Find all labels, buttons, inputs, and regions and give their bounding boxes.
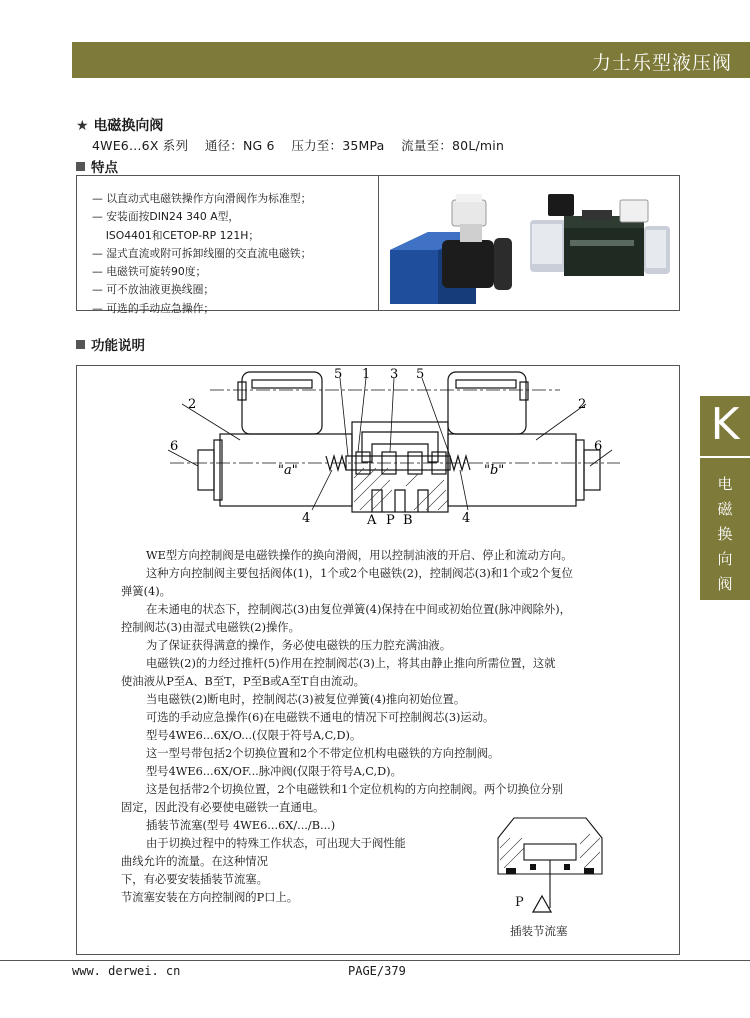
- paragraph: 由于切换过程中的特殊工作状态，可出现大于阀性能: [146, 837, 406, 850]
- footer-divider: [0, 960, 750, 961]
- category-letter: K: [710, 399, 740, 450]
- paragraph: 在未通电的状态下，控制阀芯(3)由复位弹簧(4)保持在中间或初始位置(脉冲阀除外)，: [146, 603, 571, 616]
- paragraph: 节流塞安装在方向控制阀的P口上。: [121, 891, 299, 904]
- paragraph: 弹簧(4)。: [121, 585, 171, 598]
- paragraph: 当电磁铁(2)断电时，控制阀芯(3)被复位弹簧(4)推向初始位置。: [146, 693, 466, 706]
- label-1: 1: [362, 367, 371, 382]
- paragraph: 下，有必要安装插装节流塞。: [121, 873, 268, 886]
- throttle-port-label: P: [515, 895, 524, 910]
- list-item: — 安装面按DIN24 340 A型，: [92, 210, 240, 224]
- page-number: PAGE/379: [348, 964, 406, 978]
- features-heading: 特点: [76, 156, 118, 176]
- paragraph: 使油液从P至A、B至T，P至B或A至T自由流动。: [121, 675, 365, 688]
- list-item: — 湿式直流或附可拆卸线圈的交直流电磁铁；: [92, 246, 312, 260]
- label-2-left: 2: [188, 397, 197, 412]
- list-item: — 可不放油液更换线圈；: [92, 283, 215, 297]
- paragraph: 型号4WE6...6X/OF...脉冲阀(仅限于符号A,C,D)。: [146, 765, 402, 778]
- category-label: 电 磁 换 向 阀: [717, 475, 733, 593]
- square-bullet-icon: [76, 162, 85, 171]
- star-icon: ★: [76, 118, 89, 134]
- label-5-right: 5: [416, 367, 425, 382]
- product-title: ★ 电磁换向阀: [76, 118, 164, 134]
- label-b: "b": [484, 463, 505, 478]
- list-item: — 可选的手动应急操作；: [92, 301, 215, 315]
- brand-title: 力士乐型液压阀: [591, 52, 732, 74]
- triangle-port-icon: [532, 894, 552, 914]
- paragraph: 这是包括带2个切换位置，2个电磁铁和1个定位机构的方向控制阀。两个切换位分别: [146, 783, 563, 796]
- port-p-label: P: [386, 513, 395, 528]
- list-item: — 电磁铁可旋转90度；: [92, 265, 207, 279]
- footer-url[interactable]: www. derwei. cn: [72, 964, 181, 978]
- paragraph: 为了保证获得满意的操作，务必使电磁铁的压力腔充满油液。: [146, 639, 452, 652]
- label-5-left: 5: [334, 367, 343, 382]
- features-divider: [378, 175, 379, 311]
- paragraph: 可选的手动应急操作(6)在电磁铁不通电的情况下可控制阀芯(3)运动。: [146, 711, 495, 724]
- list-item: — 以直动式电磁铁操作方向滑阀作为标准型；: [92, 192, 312, 205]
- paragraph: 控制阀芯(3)由湿式电磁铁(2)操作。: [121, 621, 300, 634]
- label-6-right: 6: [594, 439, 603, 454]
- label-6-left: 6: [170, 439, 179, 454]
- square-bullet-icon: [76, 340, 85, 349]
- valve-photo-double: [530, 194, 670, 276]
- throttle-insert-diagram: [490, 814, 620, 914]
- throttle-caption: 插装节流塞: [510, 924, 568, 938]
- valve-section-diagram: [150, 366, 630, 530]
- valve-photo-single: [390, 194, 512, 304]
- label-4-left: 4: [302, 511, 311, 526]
- product-photo: [382, 180, 676, 306]
- paragraph: 插装节流塞(型号 4WE6...6X/.../B...): [146, 819, 336, 832]
- paragraph: 这种方向控制阀主要包括阀体(1)，1个或2个电磁铁(2)，控制阀芯(3)和1个或2个复位: [146, 567, 573, 580]
- header-bar: [72, 42, 750, 78]
- paragraph: WE型方向控制阀是电磁铁操作的换向滑阀，用以控制油液的开启、停止和流动方向。: [146, 549, 573, 562]
- paragraph: 型号4WE6...6X/O...(仅限于符号A,C,D)。: [146, 729, 362, 742]
- product-spec: 4WE6…6X 系列 通径：NG 6 压力至：35MPa 流量至：80L/min: [92, 138, 505, 153]
- paragraph: 这一型号带包括2个切换位置和2个不带定位机构电磁铁的方向控制阀。: [146, 747, 500, 760]
- tab-divider: [700, 456, 750, 458]
- list-item: ISO4401和CETOP-RP 121H；: [92, 228, 260, 242]
- port-a-label: A: [367, 513, 377, 528]
- valve-body: [352, 422, 448, 512]
- port-b-label: B: [403, 513, 413, 528]
- label-2-right: 2: [578, 397, 587, 412]
- paragraph: 电磁铁(2)的力经过推杆(5)作用在控制阀芯(3)上，将其由静止推向所需位置，这就: [146, 657, 556, 670]
- side-category-tab: [700, 396, 750, 600]
- features-list: [92, 190, 311, 318]
- label-a: "a": [278, 463, 298, 478]
- label-4-right: 4: [462, 511, 471, 526]
- paragraph: 固定，因此没有必要使电磁铁一直通电。: [121, 801, 325, 814]
- paragraph: 曲线允许的流量。在这种情况: [121, 855, 268, 868]
- right-solenoid: [448, 434, 576, 506]
- function-heading: 功能说明: [76, 334, 145, 354]
- label-3: 3: [390, 367, 399, 382]
